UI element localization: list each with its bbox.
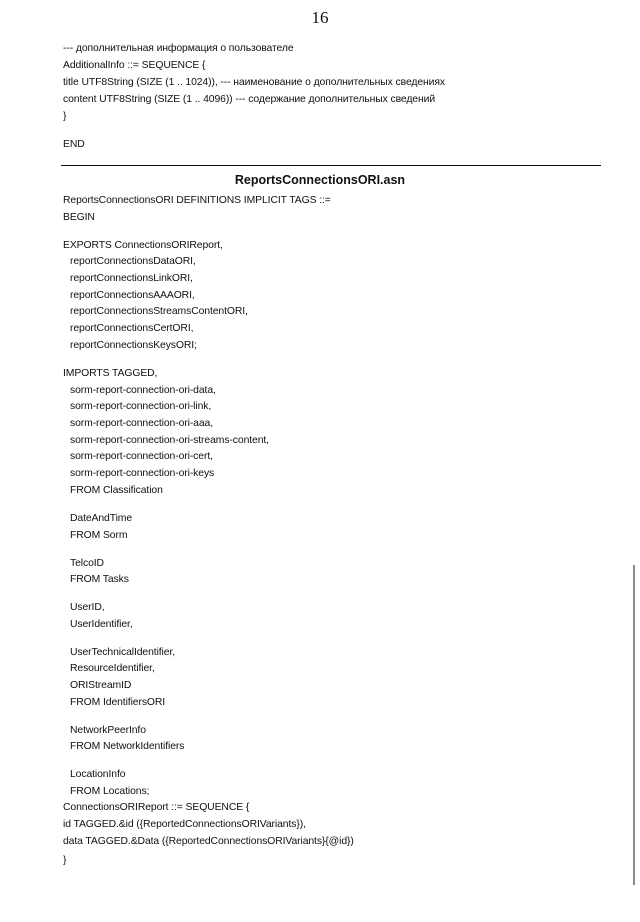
export-item: reportConnectionsAAAORI,	[70, 290, 195, 301]
file-heading: ReportsConnectionsORI.asn	[234, 173, 406, 187]
import-tagged-item: sorm-report-connection-ori-data,	[70, 385, 216, 396]
export-item: reportConnectionsCertORI,	[70, 323, 194, 334]
import-tagged-item: sorm-report-connection-ori-keys	[70, 468, 215, 479]
begin-keyword: BEGIN	[63, 212, 95, 223]
export-item: reportConnectionsStreamsContentORI,	[70, 306, 248, 317]
report-data-field: data TAGGED.&Data ({ReportedConnectionsORIVariants}{@id})	[63, 836, 354, 847]
import-user-id: UserID,	[70, 602, 105, 613]
sequence-close-brace: }	[63, 111, 67, 122]
title-field-line: title UTF8String (SIZE (1 .. 1024)), --- наименование о дополнительных сведениях	[63, 77, 446, 88]
imports-label: IMPORTS TAGGED,	[63, 368, 158, 379]
import-user-identifier: UserIdentifier,	[70, 619, 133, 630]
module-definition: ReportsConnectionsORI DEFINITIONS IMPLICIT TAGS ::=	[63, 195, 331, 206]
import-tagged-item: sorm-report-connection-ori-aaa,	[70, 418, 214, 429]
export-item: reportConnectionsDataORI,	[70, 256, 196, 267]
page-number: 16	[311, 8, 329, 27]
additional-info-definition: AdditionalInfo ::= SEQUENCE {	[63, 60, 206, 71]
export-item: reportConnectionsLinkORI,	[70, 273, 193, 284]
from-classification: FROM Classification	[70, 485, 163, 496]
scan-edge-mark	[633, 565, 635, 885]
from-identifiers-ori: FROM IdentifiersORI	[70, 697, 166, 708]
import-location-info: LocationInfo	[70, 769, 126, 780]
from-tasks: FROM Tasks	[70, 574, 129, 585]
from-sorm: FROM Sorm	[70, 530, 128, 541]
import-tagged-item: sorm-report-connection-ori-link,	[70, 401, 212, 412]
import-tagged-item: sorm-report-connection-ori-cert,	[70, 451, 213, 462]
import-telco-id: TelcoID	[70, 558, 104, 569]
report-close-brace: }	[63, 855, 67, 866]
report-id-field: id TAGGED.&id ({ReportedConnectionsORIVariants}),	[63, 819, 306, 830]
import-tagged-item: sorm-report-connection-ori-streams-content,	[70, 435, 269, 446]
export-item: reportConnectionsKeysORI;	[70, 340, 197, 351]
section-divider	[61, 165, 601, 166]
from-locations: FROM Locations;	[70, 786, 150, 797]
import-date-and-time: DateAndTime	[70, 513, 133, 524]
import-resource-identifier: ResourceIdentifier,	[70, 663, 155, 674]
import-user-technical-identifier: UserTechnicalIdentifier,	[70, 647, 176, 658]
from-network-identifiers: FROM NetworkIdentifiers	[70, 741, 185, 752]
connections-ori-report-definition: ConnectionsORIReport ::= SEQUENCE {	[63, 802, 250, 813]
import-ori-stream-id: ORIStreamID	[70, 680, 132, 691]
comment-additional-info: --- дополнительная информация о пользователе	[63, 43, 294, 54]
content-field-line: content UTF8String (SIZE (1 .. 4096)) --- содержание дополнительных сведений	[63, 94, 436, 105]
exports-label: EXPORTS ConnectionsORIReport,	[63, 240, 223, 251]
import-network-peer-info: NetworkPeerInfo	[70, 725, 146, 736]
end-keyword: END	[63, 139, 85, 150]
